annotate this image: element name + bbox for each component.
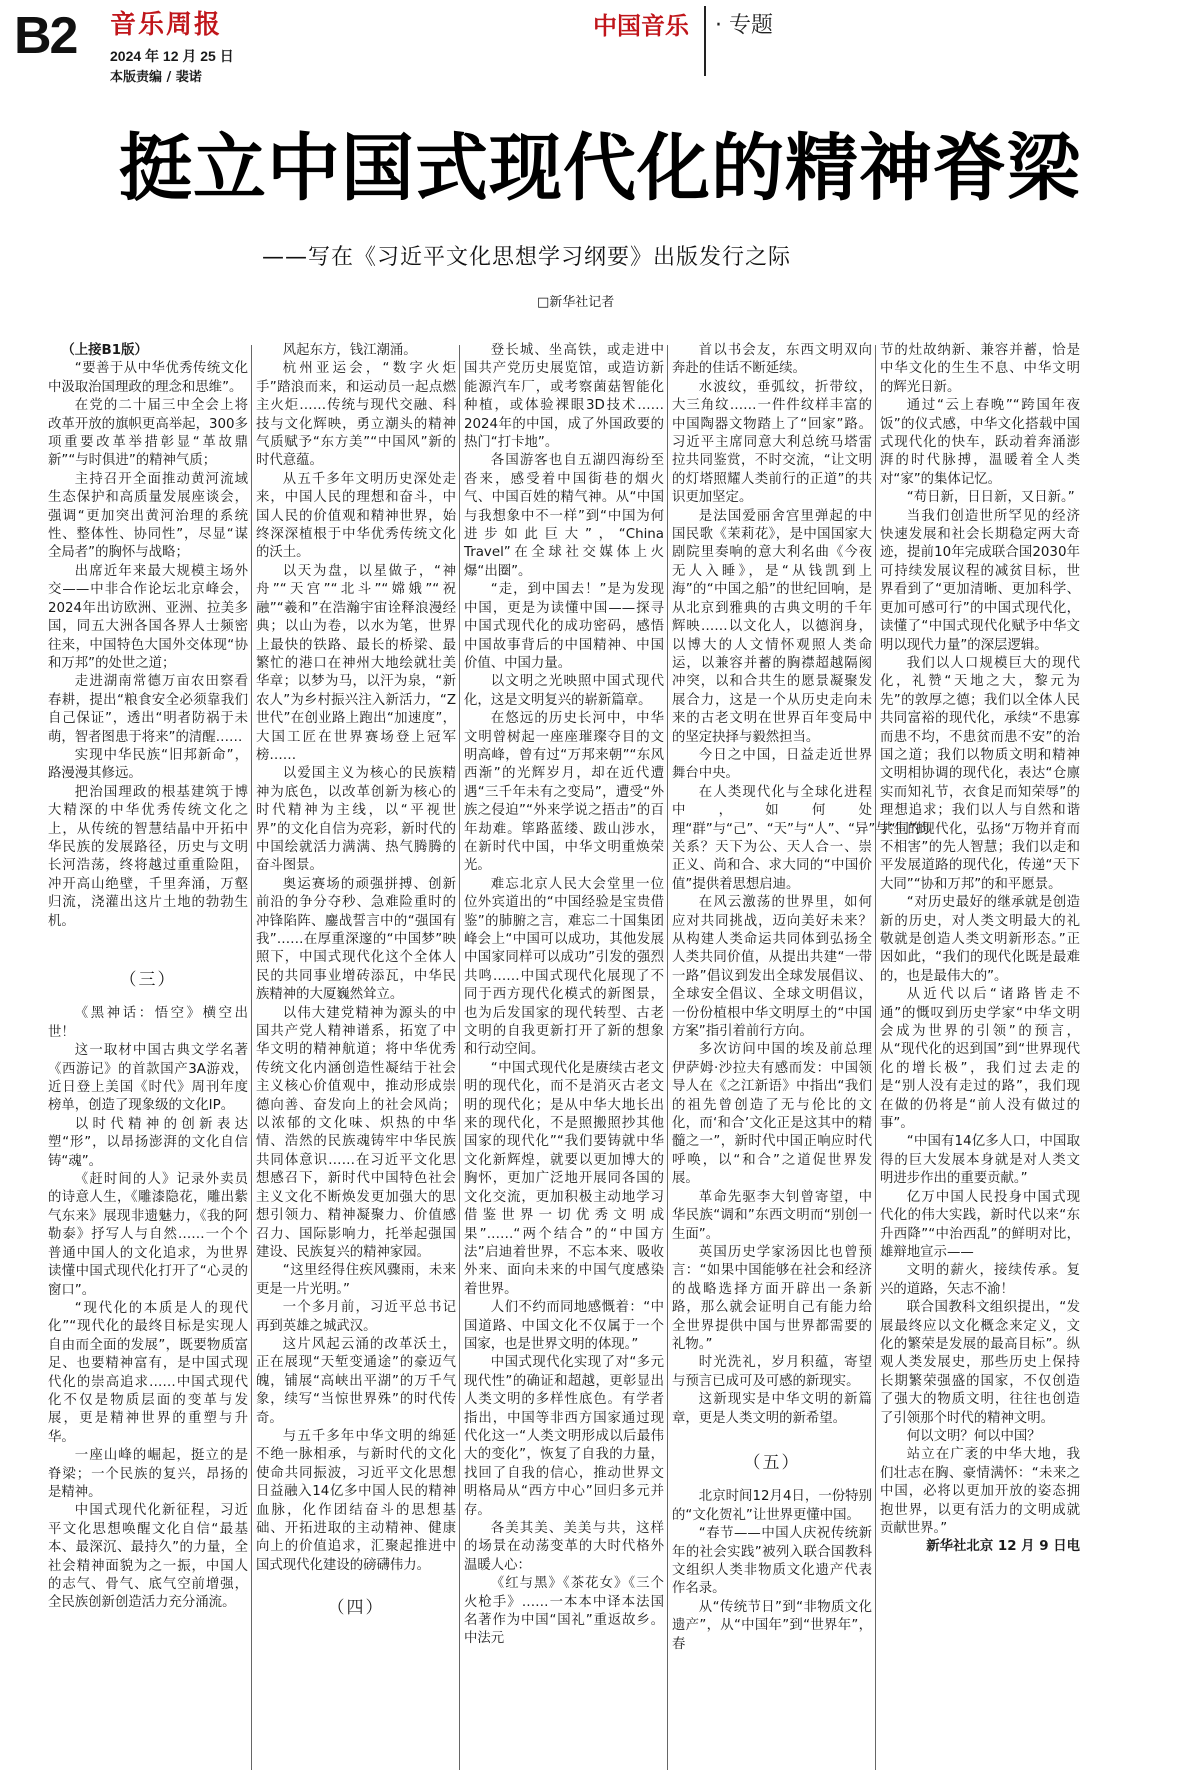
paragraph: 难忘北京人民大会堂里一位位外宾道出的“中国经验是宝贵借鉴”的肺腑之言，难忘二十国集团峰会上“中国可以成功，其他发展中国家同样可以成功”引发的强烈共鸣……中国式现代化展现了不同于西方现代化模式的新图景，也为后发国家的现代转型、古老文明的自我更新打开了新的想象和行动空间。 <box>464 876 664 1058</box>
article-body <box>48 342 1200 1776</box>
paragraph: 在党的二十届三中全会上将改革开放的旗帜更高举起，300多项重要改革举措彰显“革故鼎新”“与时俱进”的精神气质； <box>48 398 248 469</box>
section-label: · 专题 <box>715 13 773 38</box>
china-music-logo: 中国音乐 <box>593 11 689 40</box>
paragraph: 登长城、坐高铁，或走进中国共产党历史展览馆，或造访新能源汽车厂，或考察菌菇智能化种植，或体验裸眼3D技术……2024年的中国，成了外国政要的热门“打卡地”。 <box>464 343 664 451</box>
paragraph: 以伟大建党精神为源头的中国共产党人精神谱系，拓宽了中华文明的精神航道；将中华优秀传统文化内涵创造性凝结于社会主义核心价值观中，推动形成崇德向善、奋发向上的社会风尚；以浓郁的文化味、炽热的中华情、浩然的民族魂铸牢中华民族共同体意识……在习近平文化思想感召下，新时代中国特色社会主义文化不断焕发更加强大的思想引领力、精神凝聚力、价值感召力、国际影响力，托举起强国建设、民族复兴的精神家园。 <box>256 1005 456 1260</box>
section-heading: （五） <box>743 1452 801 1473</box>
paragraph: 首以书会友，东西文明双向奔赴的佳话不断延续。 <box>672 343 872 377</box>
paragraph: 以时代精神的创新表达塑“形”，以昂扬澎湃的文化自信铸“魂”。 <box>48 1116 248 1169</box>
paragraph: 是法国爱丽舍宫里弹起的中国民歌《茉莉花》，是中国国家大剧院里奏响的意大利名曲《今夜无人入睡》，是“从钱凯到上海”的“中国之船”的世纪回响，是从北京到雅典的古典文明的千年辉映……以文化人，以德润身，以博大的人文情怀观照人类命运，以兼容并蓄的胸襟超越隔阂冲突，以和合共生的愿景凝聚发展合力，这是一个从历史走向未来的古老文明在世界百年变局中的坚定抉择与毅然担当。 <box>672 508 872 745</box>
paragraph: “这里经得住疾风骤雨，未来更是一片光明。” <box>256 1263 456 1297</box>
paragraph: 以文明之光映照中国式现代化，这是文明复兴的崭新篇章。 <box>464 674 664 708</box>
paragraph: 《黑神话：悟空》横空出世！ <box>48 1006 248 1040</box>
paragraph: 《赶时间的人》记录外卖员的诗意人生，《雕漆隐花，雕出紫气东来》展现非遗魅力，《我的阿勒泰》抒写人与自然……一个个普通中国人的文化追求，为世界读懂中国式现代化打开了“心灵的窗口”。 <box>48 1172 248 1298</box>
paragraph: “要善于从中华优秀传统文化中汲取治国理政的理念和思维”。 <box>48 361 248 395</box>
paragraph: 《红与黑》《茶花女》《三个火枪手》……一本本中译本法国名著作为中国“国礼”重返故乡。中法元 <box>464 1576 664 1647</box>
paragraph: 风起东方，钱江潮涌。 <box>282 343 417 358</box>
page-number: B2 <box>14 7 77 65</box>
paragraph: 各美其美、美美与共，这样的场景在动荡变革的大时代格外温暖人心： <box>464 1521 664 1573</box>
header-divider <box>704 6 706 76</box>
paragraph: “春节——中国人庆祝传统新年的社会实践”被列入联合国教科文组织人类非物质文化遗产代表作名录。 <box>672 1526 872 1597</box>
paragraph: 水波纹，垂弧纹，折带纹，大三角纹……一件件纹样丰富的中国陶器文物踏上了“回家”路。习近平主席同意大利总统马塔雷拉共同鉴赏，不时交流，“让文明的灯塔照耀人类前行的正道”的共识更加坚定。 <box>672 379 872 506</box>
paragraph: “对历史最好的继承就是创造新的历史，对人类文明最大的礼敬就是创造人类文明新形态。”正因如此，“我们的现代化既是最难的，也是最伟大的”。 <box>880 895 1080 984</box>
paragraph: 人们不约而同地感慨着：“中国道路、中国文化不仅属于一个国家，也是世界文明的体现。” <box>464 1300 664 1352</box>
column-3 <box>464 342 664 1772</box>
paragraph: 从五千多年文明历史深处走来，中国人民的理想和奋斗，中国人民的价值观和精神世界，始终深深植根于中华优秀传统文化的沃土。 <box>256 471 456 561</box>
paragraph: 中国式现代化新征程，习近平文化思想唤醒文化自信“最基本、最深沉、最持久”的力量，全社会精神面貌为之一振，中国人的志气、骨气、底气空前增强，全民族创新创造活力充分涌流。 <box>48 1503 248 1611</box>
paragraph: 在风云激荡的世界里，如何应对共同挑战，迈向美好未来？从构建人类命运共同体到弘扬全人类共同价值，从提出共建“一带一路”倡议到发出全球发展倡议、全球安全倡议、全球文明倡议，一份份植根中华文明厚土的“中国方案”指引着前行方向。 <box>672 895 872 1040</box>
article-title: 挺立中国式现代化的精神脊梁 <box>119 126 1081 211</box>
paragraph: 多次访问中国的埃及前总理伊萨姆·沙拉夫有感而发：中国领导人在《之江新语》中指出“我们的祖先曾创造了无与伦比的文化，而‘和合’文化正是这其中的精髓之一”，新时代中国正响应时代呼唤，以“和合”之道促世界发展。 <box>672 1042 872 1187</box>
paragraph: 北京时间12月4日，一份特别的“文化贺礼”让世界更懂中国。 <box>672 1489 872 1523</box>
paragraph: 主持召开全面推动黄河流域生态保护和高质量发展座谈会，强调“更加突出黄河治理的系统性、整体性、协同性”，尽显“谋全局者”的胸怀与战略； <box>48 471 248 561</box>
paragraph: 革命先驱李大钊曾寄望，中华民族“调和”东西文明而“别创一生面”。 <box>672 1189 872 1242</box>
paragraph: 这一取材中国古典文学名著《西游记》的首款国产3A游戏，近日登上美国《时代》周刊年度榜单，创造了现象级的文化IP。 <box>48 1043 248 1114</box>
paragraph: 英国历史学家汤因比也曾预言：“如果中国能够在社会和经济的战略选择方面开辟出一条新路，那么就会证明自己有能力给全世界提供中国与世界都需要的礼物。” <box>672 1244 872 1352</box>
paragraph: 站立在广袤的中华大地，我们壮志在胸、豪情满怀：“未来之中国，必将以更加开放的姿态拥抱世界，以更有活力的文明成就贡献世界。” <box>880 1447 1080 1536</box>
paragraph: 通过“云上春晚”“跨国年夜饭”的仪式感，中华文化搭载中国式现代化的快车，跃动着奔涌澎湃的时代脉搏，温暖着全人类对“家”的集体记忆。 <box>880 398 1080 487</box>
paragraph: 与五千多年中华文明的绵延不绝一脉相承，与新时代的文化使命共同振波，习近平文化思想日益融入14亿多中国人民的精神血脉，化作团结奋斗的思想基础、开拓进取的主动精神、健康向上的价值追求，汇聚起推进中国式现代化建设的磅礴伟力。 <box>256 1428 456 1573</box>
section-heading: （三） <box>119 970 177 990</box>
paragraph: “中国式现代化是赓续古老文明的现代化，而不是消灭古老文明的现代化；是从中华大地长出来的现代化，不是照搬照抄其他国家的现代化”“我们要铸就中华文化新辉煌，就要以更加博大的胸怀，更加广泛地开展同各国的文化交流，更加积极主动地学习借鉴世界一切优秀文明成果”……“两个结合”的“中国方法”启迪着世界，不忘本来、吸收外来、面向未来的中国气度感染着世界。 <box>464 1060 664 1297</box>
paragraph: 何以文明？何以中国？ <box>906 1428 1041 1444</box>
paragraph: 杭州亚运会，“数字火炬手”踏浪而来，和运动员一起点燃主火炬……传统与现代交融、科技与文化辉映，勇立潮头的精神气质赋予“东方美”“中国风”新的时代意蕴。 <box>256 361 456 469</box>
paragraph: 文明的薪火，接续传承。复兴的道路，矢志不渝！ <box>880 1263 1080 1297</box>
paragraph: 实现中华民族“旧邦新命”，路漫漫其修远。 <box>48 747 248 782</box>
paragraph: 出席近年来最大规模主场外交——中非合作论坛北京峰会，2024年出访欧洲、亚洲、拉美多国，同五大洲各国各界人士频密往来，中国特色大国外交体现“协和万邦”的处世之道； <box>48 563 248 671</box>
paragraph: 一座山峰的崛起，挺立的是脊梁；一个民族的复兴，昂扬的是精神。 <box>48 1448 248 1500</box>
paragraph: 这新现实是中华文明的新篇章，更是人类文明的新希望。 <box>672 1392 872 1426</box>
paragraph: 把治国理政的根基建筑于博大精深的中华优秀传统文化之上，从传统的智慧结晶中开拓中华民族的发展路径，历史与文明长河浩荡，终将越过重重险阻，冲开高山绝壁，千里奔涌，万壑归流，浇灌出这片土地的勃勃生机。 <box>48 784 248 929</box>
paragraph: “走，到中国去！”是为发现中国，更是为读懂中国——探寻中国式现代化的成功密码，感悟中国故事背后的中国精神、中国价值、中国力量。 <box>464 582 664 671</box>
paragraph: 这片风起云涌的改革沃土，正在展现“天堑变通途”的豪迈气魄，铺展“高峡出平湖”的万千气象，续写“当惊世界殊”的时代传奇。 <box>256 1336 456 1426</box>
paragraph: 从“传统节日”到“非物质文化遗产”，从“中国年”到“世界年”，春 <box>672 1599 872 1652</box>
paragraph: 时光洗礼，岁月积蕴，寄望与预言已成可及可感的新现实。 <box>672 1355 872 1389</box>
section-heading: （四） <box>327 1598 385 1619</box>
paragraph: 亿万中国人民投身中国式现代化的伟大实践，新时代以来“东升西降”“中治西乱”的鲜明对比，雄辩地宣示—— <box>880 1189 1080 1260</box>
column-2 <box>256 342 456 1772</box>
paragraph: 在人类现代化与全球化进程中，如何处理“群”与“己”、“天”与“人”、“异”与“同”的关系？天下为公、天人合一、崇正义、尚和合、求大同的“中国价值”提供着思想启迪。 <box>672 784 930 892</box>
column-1 <box>48 342 248 1772</box>
paragraph: “现代化的本质是人的现代化”“现代化的最终目标是实现人自由而全面的发展”，既要物质富足、也要精神富有，是中国式现代化的崇高追求……中国式现代化不仅是物质层面的变革与发展，更是精神世界的重塑与升华。 <box>48 1300 248 1445</box>
paragraph: 以天为盘，以星做子，“神舟”“天宫”“北斗”“嫦娥”“祝融”“羲和”在浩瀚宇宙诠释浪漫经典；以山为卷，以水为笔，世界上最快的铁路、最长的桥梁、最繁忙的港口在神州大地绘就壮美华章；以梦为马，以汗为泉，“新农人”为乡村振兴注入新活力，“Z世代”在创业路上跑出“加速度”，大国工匠在世界赛场登上冠军榜…… <box>256 563 456 763</box>
newspaper-logo: 音乐周报 <box>110 10 223 40</box>
issue-date: 2024 年 12 月 25 日 <box>110 48 234 64</box>
continuation-note: （上接B1版） <box>61 343 148 358</box>
paragraph: 节的灶故纳新、兼容并蓄，恰是中华文化的生生不息、中华文明的辉光日新。 <box>880 343 1080 395</box>
paragraph: “苟日新，日日新，又日新。” <box>906 490 1075 506</box>
paragraph: 我们以人口规模巨大的现代化，礼赞“天地之大，黎元为先”的敦厚之德；我们以全体人民共同富裕的现代化，承续“不患寡而患不均，不患贫而患不安”的治国之道；我们以物质文明和精神文明相协调的现代化，表达“仓廪实而知礼节，衣食足而知荣辱”的理想追求；我们以人与自然和谐共生的现代化，弘扬“万物并育而不相害”的先人智慧；我们以走和平发展道路的现代化，传递“天下大同”“协和万邦”的和平愿景。 <box>880 655 1080 892</box>
paragraph: 奥运赛场的顽强拼搏、创新前沿的争分夺秒、急难险重时的冲锋陷阵、鏖战誓言中的“强国有我”……在厚重深邃的“中国梦”映照下，中国式现代化这个全体人民的共同事业增砖添瓦，中华民族精神的大厦巍然耸立。 <box>256 876 456 1003</box>
paragraph: 中国式现代化实现了对“多元现代性”的确证和超越，更彰显出人类文明的多样性底色。有学者指出，中国等非西方国家通过现代化这一“人类文明形成以后最伟大的变化”，恢复了自我的力量，找回了自我的信心，推动世界文明格局从“西方中心”回归多元并存。 <box>464 1355 664 1518</box>
column-5 <box>880 342 1080 1772</box>
paragraph: “中国有14亿多人口，中国取得的巨大发展本身就是对人类文明进步作出的重要贡献。” <box>880 1134 1080 1187</box>
paragraph: 当我们创造世所罕见的经济快速发展和社会长期稳定两大奇迹，提前10年完成联合国2030年可持续发展议程的减贫目标，世界看到了“更加清晰、更加科学、更加可感可行”的中国式现代化，读懂了“中国式现代化赋予中华文明以现代力量”的深层逻辑。 <box>880 508 1080 653</box>
paragraph: 各国游客也自五湖四海纷至沓来，感受着中国街巷的烟火气、中国百姓的精气神。从“中国与我想象中不一样”到“中国为何进步如此巨大”，“China Travel”在全球社交媒体上火爆“出圈”。 <box>464 453 664 579</box>
paragraph: 从近代以后“诸路皆走不通”的慨叹到历史学家“中华文明会成为世界的引领”的预言，从“现代化的迟到国”到“世界现代化的增长极”，我们过去走的是“别人没有走过的路”，我们现在做的仍将是“前人没有做过的事”。 <box>880 987 1080 1132</box>
paragraph: 以爱国主义为核心的民族精神为底色，以改革创新为核心的时代精神为主线，以“平视世界”的文化自信为亮彩，新时代的中国绘就活力满满、热气腾腾的奋斗图景。 <box>256 766 456 874</box>
page-editor: 本版责编 / 裴诺 <box>110 70 202 85</box>
paragraph: 一个多月前，习近平总书记再到英雄之城武汉。 <box>256 1300 456 1334</box>
article-byline: □新华社记者 <box>537 295 615 310</box>
paragraph: 在悠远的历史长河中，中华文明曾树起一座座璀璨夺目的文明高峰，曾有过“万邦来朝”“东风西渐”的光辉岁月，却在近代遭遇“三千年未有之变局”，遭受“外族之侵迫”“外来学说之捂击”的百年劫难。筚路蓝缕、跋山涉水，在新时代中国，中华文明重焕荣光。 <box>464 711 664 874</box>
paragraph: 今日之中国，日益走近世界舞台中央。 <box>672 747 872 782</box>
dateline: 新华社北京 12 月 9 日电 <box>926 1539 1080 1555</box>
paragraph: 联合国教科文组织提出，“发展最终应以文化概念来定义，文化的繁荣是发展的最高目标”。纵观人类发展史，那些历史上保持长期繁荣强盛的国家，不仅创造了强大的物质文明，往往也创造了引领那个时代的精神文明。 <box>880 1300 1080 1426</box>
article-subtitle: ——写在《习近平文化思想学习纲要》出版发行之际 <box>262 245 792 270</box>
paragraph: 走进湖南常德万亩农田察看春耕，提出“粮食安全必须靠我们自己保证”，透出“明者防祸于未萌，智者图患于将来”的清醒…… <box>48 674 248 745</box>
column-4 <box>672 342 930 1772</box>
masthead <box>0 0 1200 92</box>
